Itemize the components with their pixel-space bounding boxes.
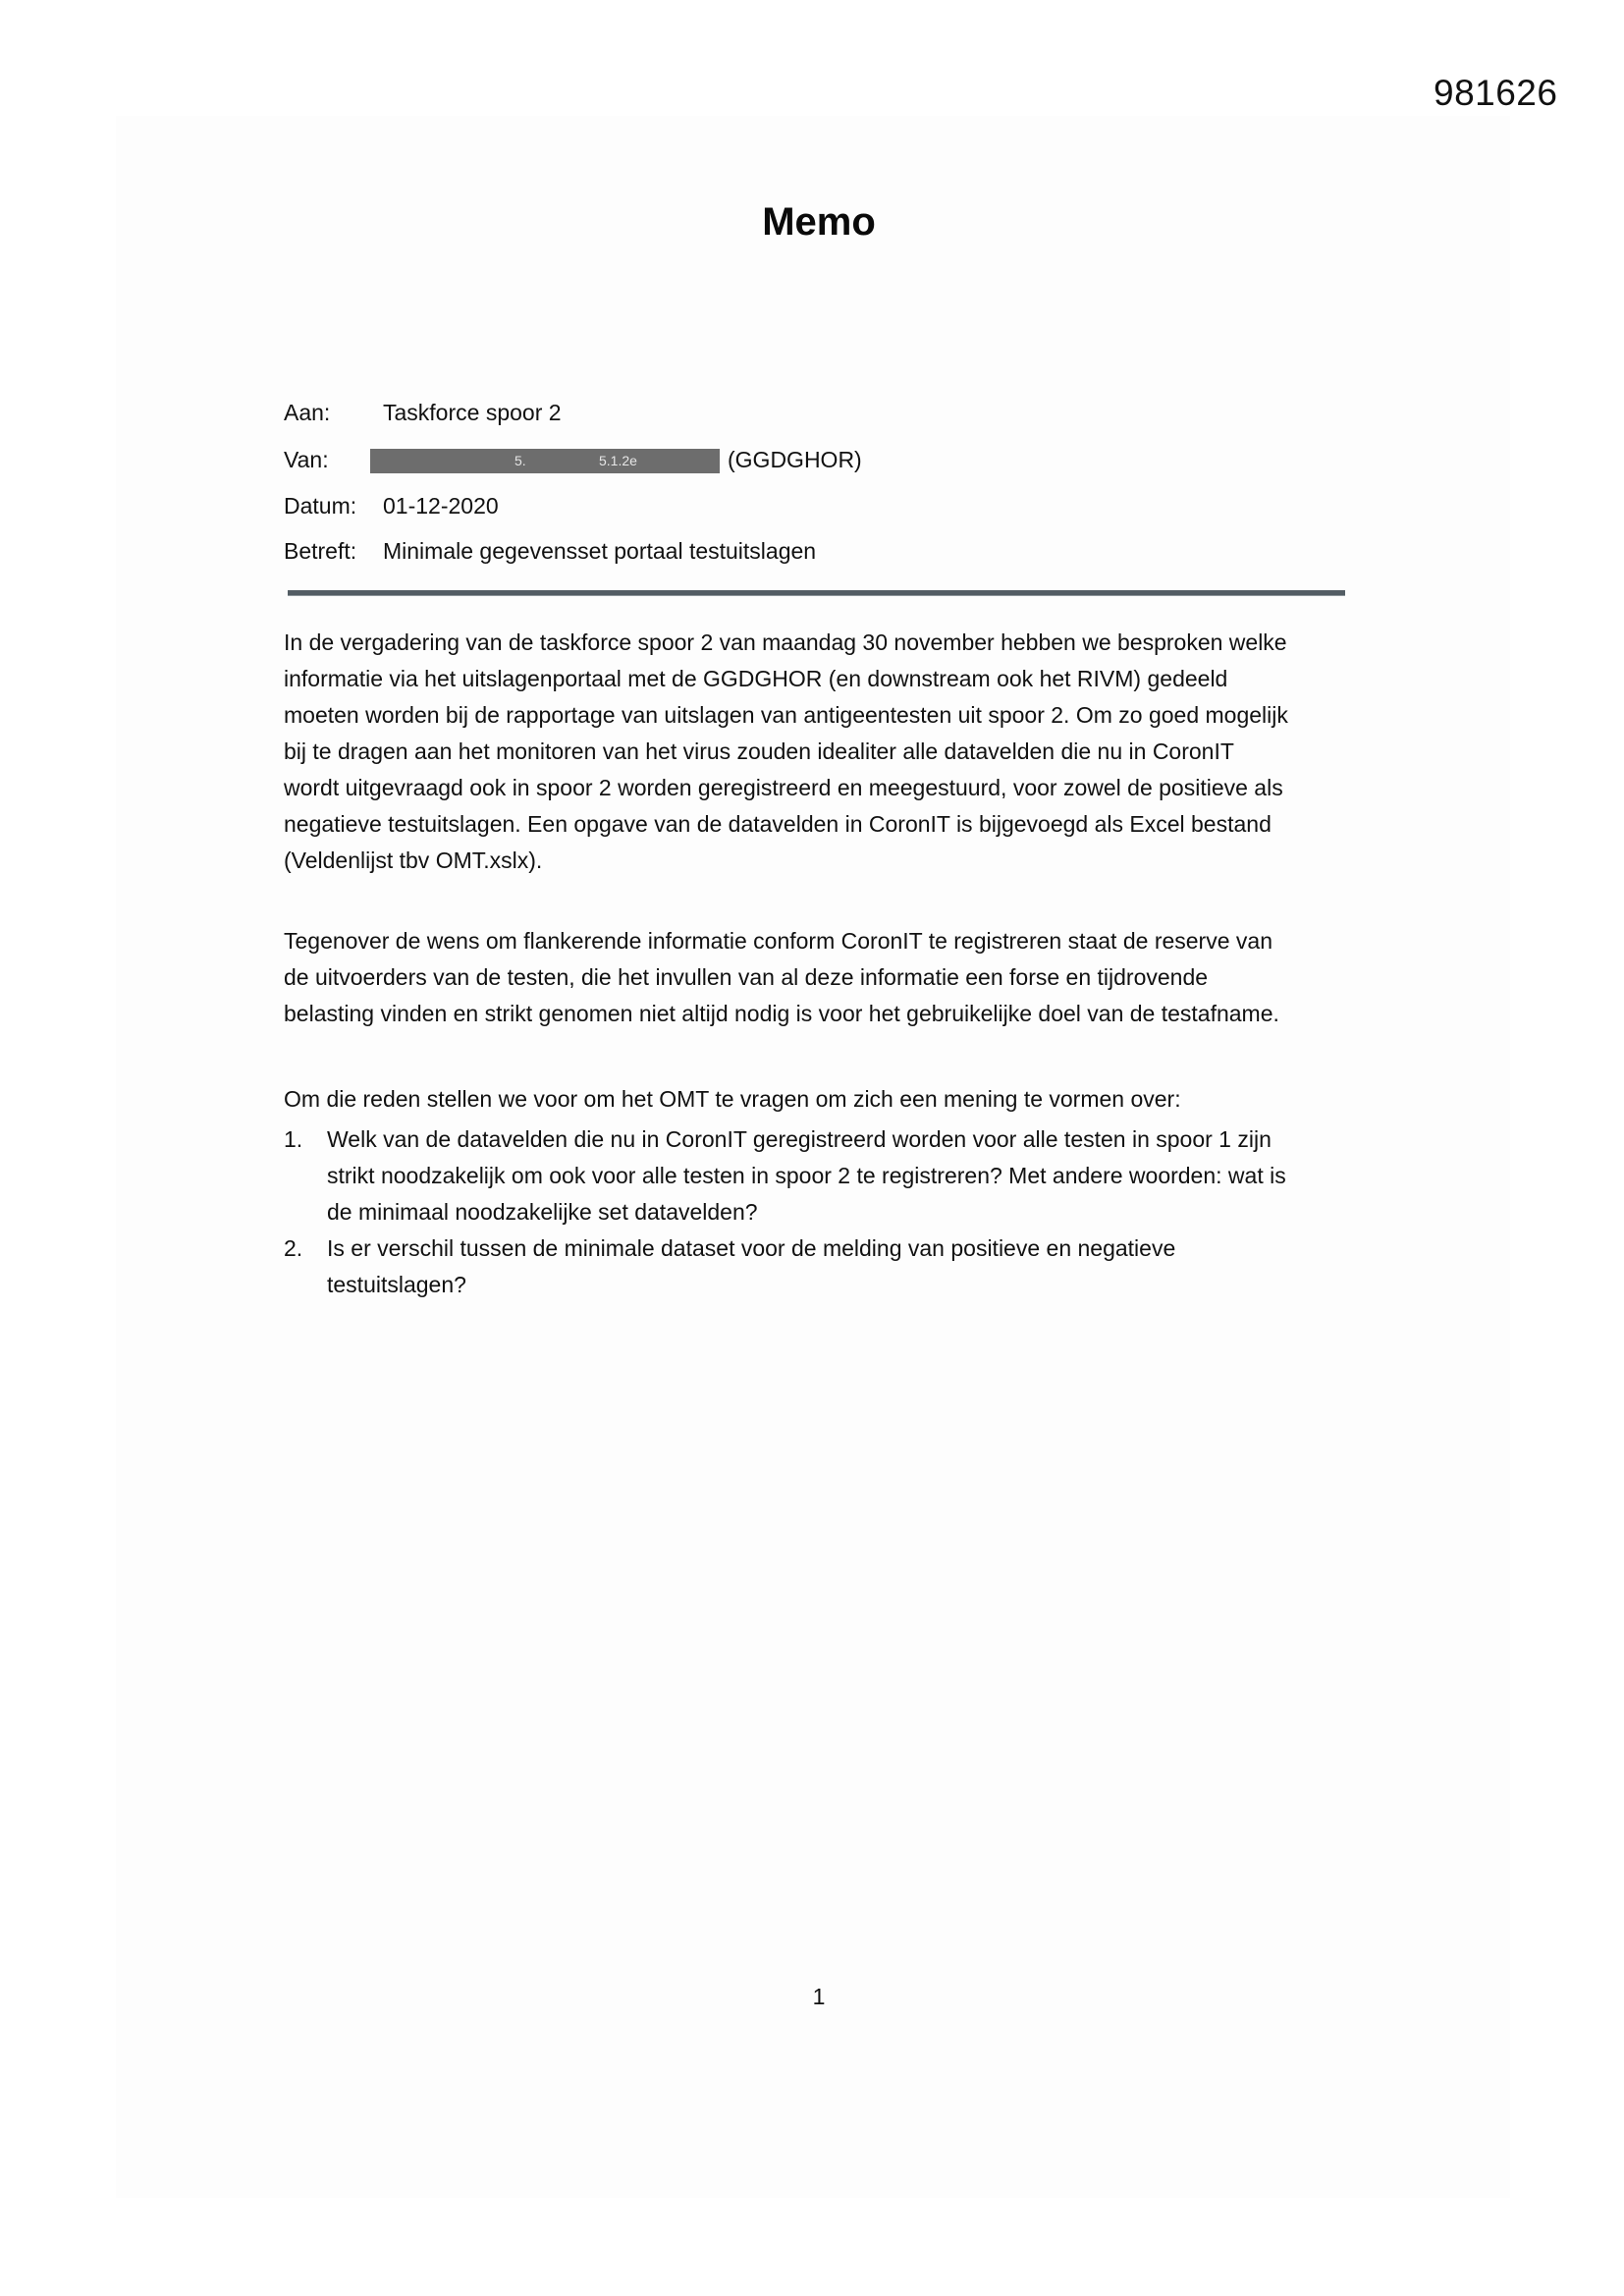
- redaction-code: 5.: [514, 453, 526, 468]
- text-line: (Veldenlijst tbv OMT.xslx).: [284, 847, 543, 873]
- text-line: Is er verschil tussen de minimale dataset voor de melding van positieve en negatieve: [327, 1235, 1176, 1261]
- text-line: informatie via het uitslagenportaal met de GGDGHOR (en downstream ook het RIVM) gedeeld: [284, 666, 1228, 691]
- paragraph-proposal: [284, 1081, 1364, 1118]
- from-label: Van:: [284, 447, 329, 472]
- question-number: 2.: [284, 1235, 303, 1261]
- redaction-code: 5.1.2e: [599, 453, 637, 468]
- from-organization: (GGDGHOR): [728, 447, 862, 472]
- header-divider: [288, 590, 1345, 596]
- date-value: 01-12-2020: [383, 493, 499, 519]
- text-line: Om die reden stellen we voor om het OMT te vragen om zich een mening te vormen over:: [284, 1086, 1181, 1112]
- text-line: In de vergadering van de taskforce spoor 2 van maandag 30 november hebben we besproken welke: [284, 629, 1287, 655]
- page-title: Memo: [762, 200, 876, 244]
- text-line: Tegenover de wens om flankerende informatie conform CoronIT te registreren staat de reserve van: [284, 928, 1272, 954]
- question-list: [284, 1121, 1364, 1303]
- paragraph-meeting-summary: [284, 625, 1364, 879]
- date-label: Datum:: [284, 493, 357, 519]
- to-value: Taskforce spoor 2: [383, 400, 562, 425]
- text-line: strikt noodzakelijk om ook voor alle testen in spoor 2 te registreren? Met andere woorden: wat is: [327, 1163, 1286, 1188]
- text-line: moeten worden bij de rapportage van uitslagen van antigeentesten uit spoor 2. Om zo goed mogelijk: [284, 702, 1288, 728]
- subject-value: Minimale gegevensset portaal testuitslagen: [383, 538, 817, 564]
- question-item: [284, 1230, 1364, 1303]
- question-number: 1.: [284, 1126, 303, 1152]
- question-item: [284, 1121, 1364, 1230]
- redaction-bar: [370, 449, 720, 473]
- text-line: negatieve testuitslagen. Een opgave van de datavelden in CoronIT is bijgevoegd als Excel bestand: [284, 811, 1272, 837]
- text-line: wordt uitgevraagd ook in spoor 2 worden geregistreerd en meegestuurd, voor zowel de positieve als: [284, 775, 1283, 800]
- text-line: de uitvoerders van de testen, die het invullen van al deze informatie een forse en tijdrovende: [284, 964, 1209, 990]
- to-label: Aan:: [284, 400, 331, 425]
- paragraph-concerns: [284, 923, 1364, 1032]
- document-id: 981626: [1434, 73, 1558, 113]
- text-line: Welk van de datavelden die nu in CoronIT geregistreerd worden voor alle testen in spoor 1 zijn: [327, 1126, 1272, 1152]
- text-line: de minimaal noodzakelijke set datavelden?: [327, 1199, 758, 1225]
- subject-label: Betreft:: [284, 538, 357, 564]
- text-line: belasting vinden en strikt genomen niet altijd nodig is voor het gebruikelijke doel van de testafname.: [284, 1001, 1279, 1026]
- text-line: testuitslagen?: [327, 1272, 466, 1297]
- page-number: 1: [812, 1984, 826, 2009]
- text-line: bij te dragen aan het monitoren van het virus zouden idealiter alle datavelden die nu in CoronIT: [284, 738, 1234, 764]
